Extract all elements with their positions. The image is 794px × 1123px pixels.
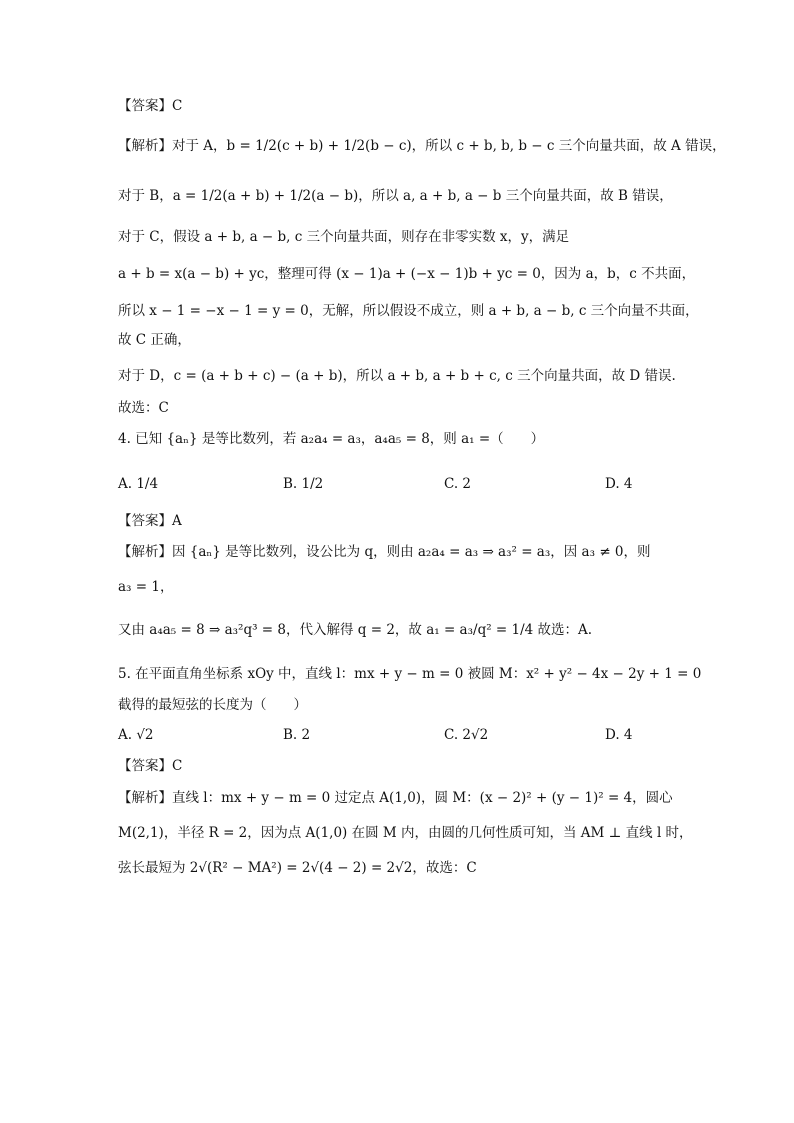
explanation-line: 所以 x − 1 = −x − 1 = y = 0，无解，所以假设不成立，则 a + b, a − b, c 三个向量不共面， <box>118 303 699 319</box>
answer-line: 【答案】C <box>118 758 183 774</box>
q4-option-d: D. 4 <box>605 476 633 492</box>
q5-option-a: A. √2 <box>118 727 154 743</box>
q4-option-a: A. 1/4 <box>118 476 159 492</box>
q5-option-c: C. 2√2 <box>444 727 489 743</box>
q5-option-d: D. 4 <box>605 727 633 743</box>
explanation-line: 【解析】对于 A，b = 1/2(c + b) + 1/2(b − c)，所以 c + b, b, b − c 三个向量共面，故 A 错误， <box>118 138 726 154</box>
q4-option-c: C. 2 <box>444 476 472 492</box>
explanation-line: 对于 C，假设 a + b, a − b, c 三个向量共面，则存在非零实数 x，y，满足 <box>118 229 570 245</box>
q5-option-b: B. 2 <box>283 727 311 743</box>
explanation-line: 【解析】直线 l：mx + y − m = 0 过定点 A(1,0)，圆 M：(x − 2)² + (y − 1)² = 4，圆心 <box>118 790 673 806</box>
q4-option-b: B. 1/2 <box>283 476 324 492</box>
answer-line: 故选：C <box>118 400 169 416</box>
explanation-line: 【解析】因 {aₙ} 是等比数列，设公比为 q，则由 a₂a₄ = a₃ ⇒ a₃² = a₃，因 a₃ ≠ 0，则 <box>118 544 651 560</box>
explanation-line: a₃ = 1， <box>118 579 174 595</box>
question-4: 4. 已知 {aₙ} 是等比数列，若 a₂a₄ = a₃，a₄a₅ = 8，则 a₁ =（ ） <box>118 431 545 447</box>
explanation-line: 对于 B，a = 1/2(a + b) + 1/2(a − b)，所以 a, a + b, a − b 三个向量共面，故 B 错误， <box>118 188 673 204</box>
question-5: 5. 在平面直角坐标系 xOy 中，直线 l：mx + y − m = 0 被圆 M：x² + y² − 4x − 2y + 1 = 0 <box>118 666 702 682</box>
explanation-line: a + b = x(a − b) + yc，整理可得 (x − 1)a + (−x − 1)b + yc = 0，因为 a，b，c 不共面， <box>118 266 696 282</box>
answer-line: 【答案】C <box>118 98 183 114</box>
explanation-line: 又由 a₄a₅ = 8 ⇒ a₃²q³ = 8，代入解得 q = 2，故 a₁ = a₃/q² = 1/4 故选：A. <box>118 622 593 638</box>
explanation-line: M(2,1)，半径 R = 2，因为点 A(1,0) 在圆 M 内，由圆的几何性质可知，当 AM ⊥ 直线 l 时， <box>118 825 693 841</box>
explanation-line: 弦长最短为 2√(R² − MA²) = 2√(4 − 2) = 2√2，故选：C <box>118 860 477 876</box>
explanation-line: 对于 D，c = (a + b + c) − (a + b)，所以 a + b, a + b + c, c 三个向量共面，故 D 错误. <box>118 368 676 384</box>
answer-line: 【答案】A <box>118 513 182 529</box>
explanation-line: 故 C 正确， <box>118 332 191 348</box>
question-5-cont: 截得的最短弦的长度为（ ） <box>118 697 307 713</box>
